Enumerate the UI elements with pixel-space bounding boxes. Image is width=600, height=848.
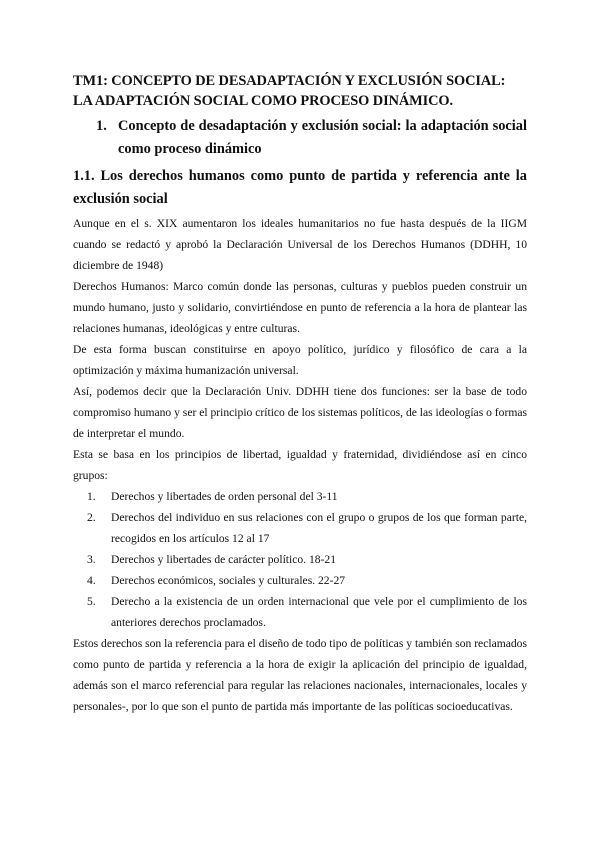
rights-groups-list [73, 486, 527, 633]
list-item [81, 570, 527, 591]
list-item [81, 549, 527, 570]
paragraph-5: Esta se basa en los principios de libertad, igualdad y fraternidad, dividiéndose así en cinco grupos: [73, 448, 527, 482]
list-item-text: Derecho a la existencia de un orden internacional que vele por el cumplimiento de los anteriores derechos proclamados. [111, 595, 527, 629]
section-1-title: Concepto de desadaptación y exclusión social: la adaptación social como proceso dinámico [118, 118, 527, 157]
paragraph-2: Derechos Humanos: Marco común donde las personas, culturas y pueblos pueden construir un mundo humano, justo y solidario, convirtiéndose en punto de referencia a la hora de plantear las relaciones humanas, ideológicas y entre culturas. [73, 280, 527, 335]
list-item-number: 3. [87, 553, 96, 566]
paragraph-3: De esta forma buscan constituirse en apoyo político, jurídico y filosófico de cara a la optimización y máxima humanización universal. [73, 343, 527, 377]
list-item [81, 591, 527, 633]
list-item-text: Derechos del individuo en sus relaciones con el grupo o grupos de los que forman parte, recogidos en los artículos 12 al 17 [111, 511, 527, 545]
list-item-number: 1. [87, 490, 96, 503]
list-item-text: Derechos económicos, sociales y culturales. 22-27 [111, 574, 346, 587]
section-1-number: 1. [96, 118, 107, 134]
list-item-text: Derechos y libertades de carácter político. 18-21 [111, 553, 337, 566]
closing-paragraph: Estos derechos son la referencia para el diseño de todo tipo de políticas y también son reclamados como punto de partida y referencia a la hora de exigir la aplicación del principio de igualdad, además son el marco referencial para regular las relaciones nacionales, internacionales, locales y personales-, por lo que son el punto de partida más importante de las políticas socioeducativas. [73, 637, 527, 713]
paragraph-1: Aunque en el s. XIX aumentaron los ideales humanitarios no fue hasta después de la IIGM cuando se redactó y aprobó la Declaración Universal de los Derechos Humanos (DDHH, 10 diciembre de 1948) [73, 217, 527, 272]
list-item [81, 507, 527, 549]
list-item-number: 5. [87, 595, 96, 608]
list-item-text: Derechos y libertades de orden personal del 3-11 [111, 490, 338, 503]
list-item [81, 486, 527, 507]
paragraph-4: Así, podemos decir que la Declaración Univ. DDHH tiene dos funciones: ser la base de todo compromiso humano y ser el principio crítico de los sistemas políticos, de las ideologías o formas de interpretar el mundo. [73, 385, 528, 440]
section-1-1-heading: 1.1. Los derechos humanos como punto de partida y referencia ante la exclusión social [73, 168, 527, 207]
list-item-number: 4. [87, 574, 96, 587]
section-1-heading [73, 115, 527, 161]
document-title: TM1: CONCEPTO DE DESADAPTACIÓN Y EXCLUSIÓN SOCIAL: LA ADAPTACIÓN SOCIAL COMO PROCESO DINÁMICO. [73, 73, 506, 109]
list-item-number: 2. [87, 511, 96, 524]
